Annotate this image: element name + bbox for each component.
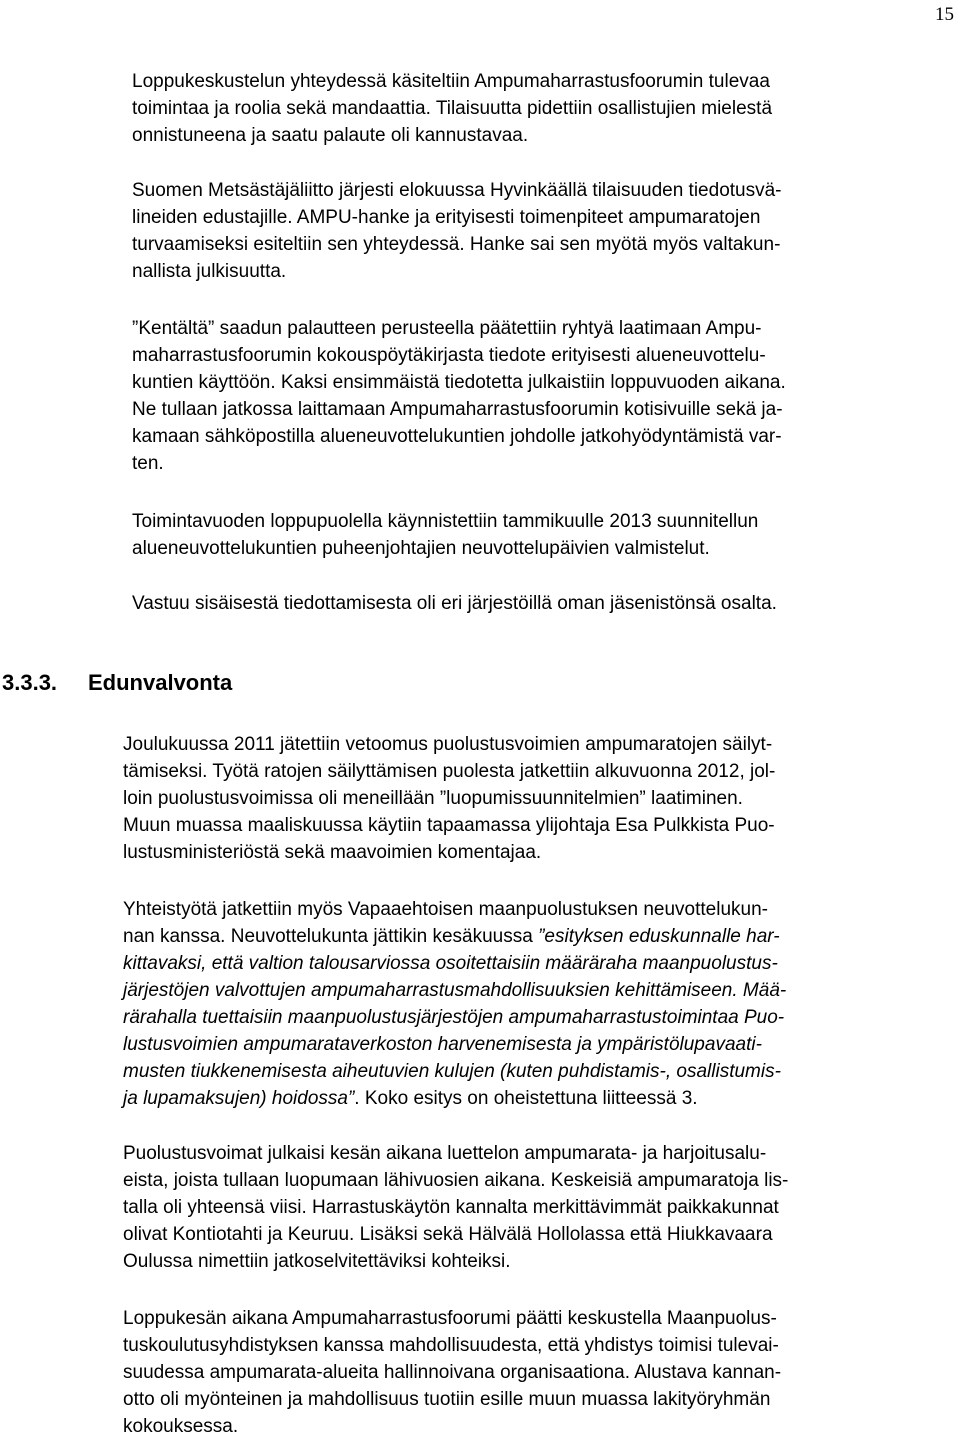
text-line: Loppukesän aikana Ampumaharrastusfoorumi päätti keskustella Maanpuolus-: [123, 1308, 777, 1329]
paragraph-closing-discussion: [132, 68, 954, 149]
paragraph-media-event: [132, 177, 954, 285]
section-heading: [2, 668, 232, 698]
text-run: nan kanssa. Neuvottelukunta jättikin kesäkuussa: [123, 926, 539, 947]
text-line: lustusministeriöstä sekä maavoimien komentajaa.: [123, 842, 542, 863]
paragraph-bulletin: [132, 315, 954, 477]
quoted-proposal-text: rärahalla tuettaisiin maanpuolustusjärjestöjen ampumaharrastustoimintaa Puo-: [123, 1007, 785, 1028]
text-line: eista, joista tullaan luopumaan lähivuosien aikana. Keskeisiä ampumaratoja lis-: [123, 1170, 789, 1191]
page-number: 15: [935, 4, 954, 25]
text-line: otto oli myönteinen ja mahdollisuus tuotiin esille muun muassa lakityöryhmän: [123, 1389, 771, 1410]
text-line: Toimintavuoden loppupuolella käynnistettiin tammikuulle 2013 suunnitellun: [132, 511, 759, 532]
text-line: Vastuu sisäisestä tiedottamisesta oli eri järjestöillä oman jäsenistönsä osalta.: [132, 593, 777, 614]
quoted-proposal-text: musten tiukkenemisesta aiheutuvien kulujen (kuten puhdistamis-, osallistumis-: [123, 1061, 781, 1082]
quoted-proposal-text: lustusvoimien ampumarataverkoston harvenemisesta ja ympäristölupavaati-: [123, 1034, 762, 1055]
text-line: Suomen Metsästäjäliitto järjesti elokuussa Hyvinkäällä tilaisuuden tiedotusvä-: [132, 180, 782, 201]
text-line: loin puolustusvoimissa oli meneillään ”luopumissuunnitelmien” laatiminen.: [123, 788, 743, 809]
paragraph-petition: [123, 731, 953, 866]
text-line: Muun muassa maaliskuussa käytiin tapaamassa ylijohtaja Esa Pulkkista Puo-: [123, 815, 775, 836]
text-line: Puolustusvoimat julkaisi kesän aikana luettelon ampumarata- ja harjoitusalu-: [123, 1143, 767, 1164]
text-line: [123, 923, 953, 950]
text-line: Ne tullaan jatkossa laittamaan Ampumaharrastusfoorumin kotisivuille sekä ja-: [132, 399, 783, 420]
text-run: . Koko esitys on oheistettuna liitteessä 3.: [354, 1088, 698, 1109]
text-line: olivat Kontiotahti ja Keuruu. Lisäksi sekä Hälvälä Hollolassa että Hiukkavaara: [123, 1224, 773, 1245]
paragraph-cooperation: [123, 896, 953, 1112]
text-line: maharrastusfoorumin kokouspöytäkirjasta tiedote erityisesti alueneuvottelu-: [132, 345, 766, 366]
text-line: suudessa ampumarata-alueita hallinnoivana organisaationa. Alustava kannan-: [123, 1362, 782, 1383]
text-line: [123, 1085, 953, 1112]
text-line: turvaamiseksi esiteltiin sen yhteydessä. Hanke sai sen myötä myös valtakun-: [132, 234, 781, 255]
text-line: tämiseksi. Työtä ratojen säilyttämisen puolesta jatkettiin alkuvuonna 2012, jol-: [123, 761, 776, 782]
quoted-proposal-text: kittavaksi, että valtion talousarviossa osoitettaisiin määräraha maanpuolustus-: [123, 953, 778, 974]
quoted-proposal-text: järjestöjen valvottujen ampumaharrastusmahdollisuuksien kehittämiseen. Mää-: [123, 980, 787, 1001]
text-line: ten.: [132, 453, 164, 474]
paragraph-negotiation-days: [132, 508, 954, 562]
text-line: tuskoulutusyhdistyksen kanssa mahdollisuudesta, että yhdistys toimisi tulevai-: [123, 1335, 779, 1356]
text-line: ”Kentältä” saadun palautteen perusteella päätettiin ryhtyä laatimaan Ampu-: [132, 318, 762, 339]
text-line: nallista julkisuutta.: [132, 261, 287, 282]
text-line: Loppukeskustelun yhteydessä käsiteltiin Ampumaharrastusfoorumin tulevaa: [132, 71, 770, 92]
text-line: kamaan sähköpostilla alueneuvottelukuntien johdolle jatkohyödyntämistä var-: [132, 426, 782, 447]
text-line: Yhteistyötä jatkettiin myös Vapaaehtoisen maanpuolustuksen neuvottelukun-: [123, 899, 768, 920]
text-line: onnistuneena ja saatu palaute oli kannustavaa.: [132, 125, 529, 146]
text-line: kokouksessa.: [123, 1416, 239, 1437]
quoted-proposal-text: ”esityksen eduskunnalle har-: [538, 926, 780, 947]
text-line: lineiden edustajille. AMPU-hanke ja erityisesti toimenpiteet ampumaratojen: [132, 207, 761, 228]
text-line: Oulussa nimettiin jatkoselvitettäviksi kohteiksi.: [123, 1251, 511, 1272]
text-line: toimintaa ja roolia sekä mandaattia. Tilaisuutta pidettiin osallistujien mielestä: [132, 98, 773, 119]
paragraph-range-list: [123, 1140, 953, 1275]
section-title: Edunvalvonta: [88, 670, 233, 695]
text-line: Joulukuussa 2011 jätettiin vetoomus puolustusvoimien ampumaratojen säilyt-: [123, 734, 773, 755]
text-line: kuntien käyttöön. Kaksi ensimmäistä tiedotetta julkaistiin loppuvuoden aikana.: [132, 372, 786, 393]
text-line: alueneuvottelukuntien puheenjohtajien neuvottelupäivien valmistelut.: [132, 538, 710, 559]
section-number: 3.3.3.: [2, 670, 58, 695]
quoted-proposal-text: ja lupamaksujen) hoidossa”: [123, 1088, 355, 1109]
text-line: talla oli yhteensä viisi. Harrastuskäytön kannalta merkittävimmät paikkakunnat: [123, 1197, 779, 1218]
paragraph-internal-communication: [132, 590, 954, 617]
paragraph-late-summer: [123, 1305, 953, 1440]
